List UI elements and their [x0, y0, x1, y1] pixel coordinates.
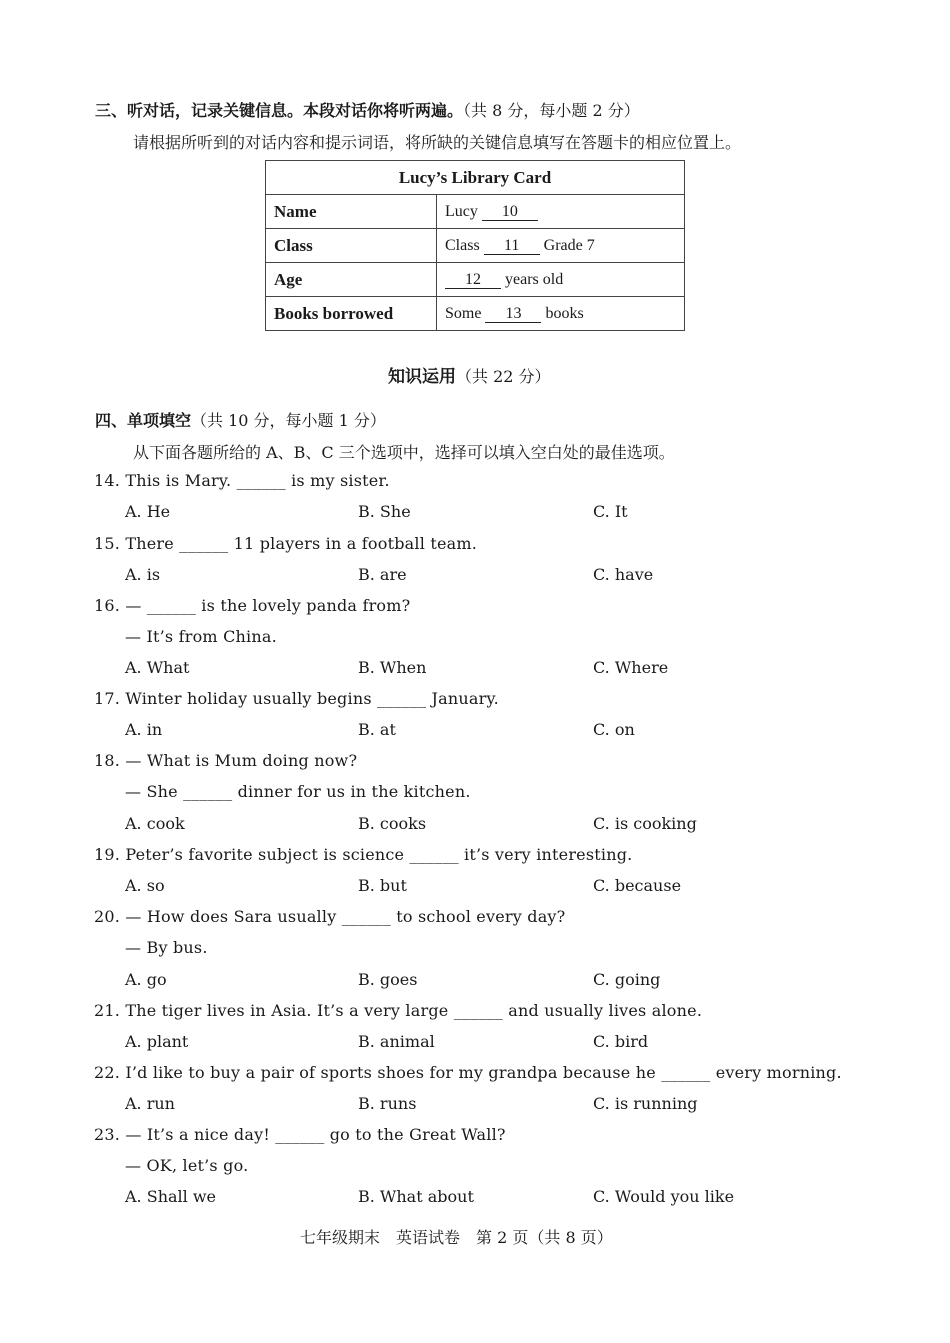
question-23-answer-line: — OK, let’s go. [125, 1156, 249, 1175]
section4-instruction: 从下面各题所给的 A、B、C 三个选项中，选择可以填入空白处的最佳选项。 [133, 443, 675, 462]
question-17: 17. Winter holiday usually begins ______ January. [94, 689, 499, 708]
answer-blank: 12 [445, 272, 501, 289]
page-footer: 七年级期末 英语试卷 第 2 页（共 8 页） [300, 1228, 613, 1247]
option-b: B. animal [358, 1032, 435, 1051]
question-15: 15. There ______ 11 players in a football team. [94, 534, 478, 553]
option-a: A. run [125, 1094, 175, 1113]
question-23: 23. — It’s a nice day! ______ go to the Great Wall? [94, 1125, 506, 1144]
option-a: A. plant [125, 1032, 189, 1051]
question-16-answer-line: — It’s from China. [125, 627, 277, 646]
value-prefix: Some [445, 304, 482, 322]
question-16: 16. — ______ is the lovely panda from? [94, 596, 411, 615]
value-prefix: Lucy [445, 202, 478, 220]
option-b: B. What about [358, 1187, 474, 1206]
option-a: A. so [125, 876, 165, 895]
option-c: C. going [593, 970, 661, 989]
value-suffix: Grade 7 [543, 236, 595, 254]
row-value [437, 229, 685, 263]
row-label: Name [266, 195, 437, 229]
library-card-title: Lucy’s Library Card [266, 161, 685, 195]
row-value [437, 195, 685, 229]
option-c: C. because [593, 876, 682, 895]
option-a: A. go [125, 970, 167, 989]
option-b: B. at [358, 720, 396, 739]
option-b: B. She [358, 502, 411, 521]
option-c: C. It [593, 502, 628, 521]
option-a: A. He [125, 502, 171, 521]
part-title-text: 知识运用 [388, 367, 456, 387]
question-21: 21. The tiger lives in Asia. It’s a very large ______ and usually lives alone. [94, 1001, 703, 1020]
section3-instruction: 请根据所听到的对话内容和提示词语，将所缺的关键信息填写在答题卡的相应位置上。 [133, 133, 742, 152]
option-c: C. Where [593, 658, 669, 677]
question-22: 22. I’d like to buy a pair of sports shoes for my grandpa because he ______ every morning. [94, 1063, 842, 1082]
value-suffix: years old [505, 270, 564, 288]
section3-title-text: 三、听对话，记录关键信息。本段对话你将听两遍。 [95, 101, 464, 120]
answer-blank: 11 [484, 238, 540, 255]
part-title [388, 362, 551, 387]
section3-note: （共 8 分，每小题 2 分） [463, 101, 640, 120]
question-20: 20. — How does Sara usually ______ to school every day? [94, 907, 566, 926]
option-b: B. cooks [358, 814, 427, 833]
table-row [266, 297, 685, 331]
option-b: B. but [358, 876, 407, 895]
table-row [266, 229, 685, 263]
option-a: A. cook [125, 814, 185, 833]
row-value [437, 263, 685, 297]
option-b: B. goes [358, 970, 418, 989]
question-20-answer-line: — By bus. [125, 938, 208, 957]
option-c: C. on [593, 720, 635, 739]
question-19: 19. Peter’s favorite subject is science ______ it’s very interesting. [94, 845, 633, 864]
row-label: Class [266, 229, 437, 263]
question-18-answer-line: — She ______ dinner for us in the kitchen. [125, 782, 471, 801]
part-note: （共 22 分） [456, 367, 551, 386]
answer-blank: 10 [482, 204, 538, 221]
option-c: C. bird [593, 1032, 649, 1051]
option-c: C. Would you like [593, 1187, 735, 1206]
option-a: A. What [125, 658, 190, 677]
answer-blank: 13 [485, 306, 541, 323]
question-18: 18. — What is Mum doing now? [94, 751, 358, 770]
value-prefix: Class [445, 236, 480, 254]
option-a: A. in [125, 720, 163, 739]
section4-title [95, 408, 386, 431]
section4-note: （共 10 分，每小题 1 分） [191, 411, 386, 430]
library-card-table [265, 160, 685, 331]
row-label: Books borrowed [266, 297, 437, 331]
library-card-header-row [266, 161, 685, 195]
option-c: C. have [593, 565, 654, 584]
question-14: 14. This is Mary. ______ is my sister. [94, 471, 390, 490]
option-c: C. is running [593, 1094, 698, 1113]
section3-title [95, 98, 640, 121]
table-row [266, 195, 685, 229]
section4-title-text: 四、单项填空 [95, 411, 192, 430]
table-row [266, 263, 685, 297]
option-b: B. are [358, 565, 407, 584]
option-b: B. runs [358, 1094, 417, 1113]
option-a: A. is [125, 565, 161, 584]
option-b: B. When [358, 658, 427, 677]
row-label: Age [266, 263, 437, 297]
option-a: A. Shall we [125, 1187, 217, 1206]
option-c: C. is cooking [593, 814, 697, 833]
value-suffix: books [545, 304, 584, 322]
row-value [437, 297, 685, 331]
